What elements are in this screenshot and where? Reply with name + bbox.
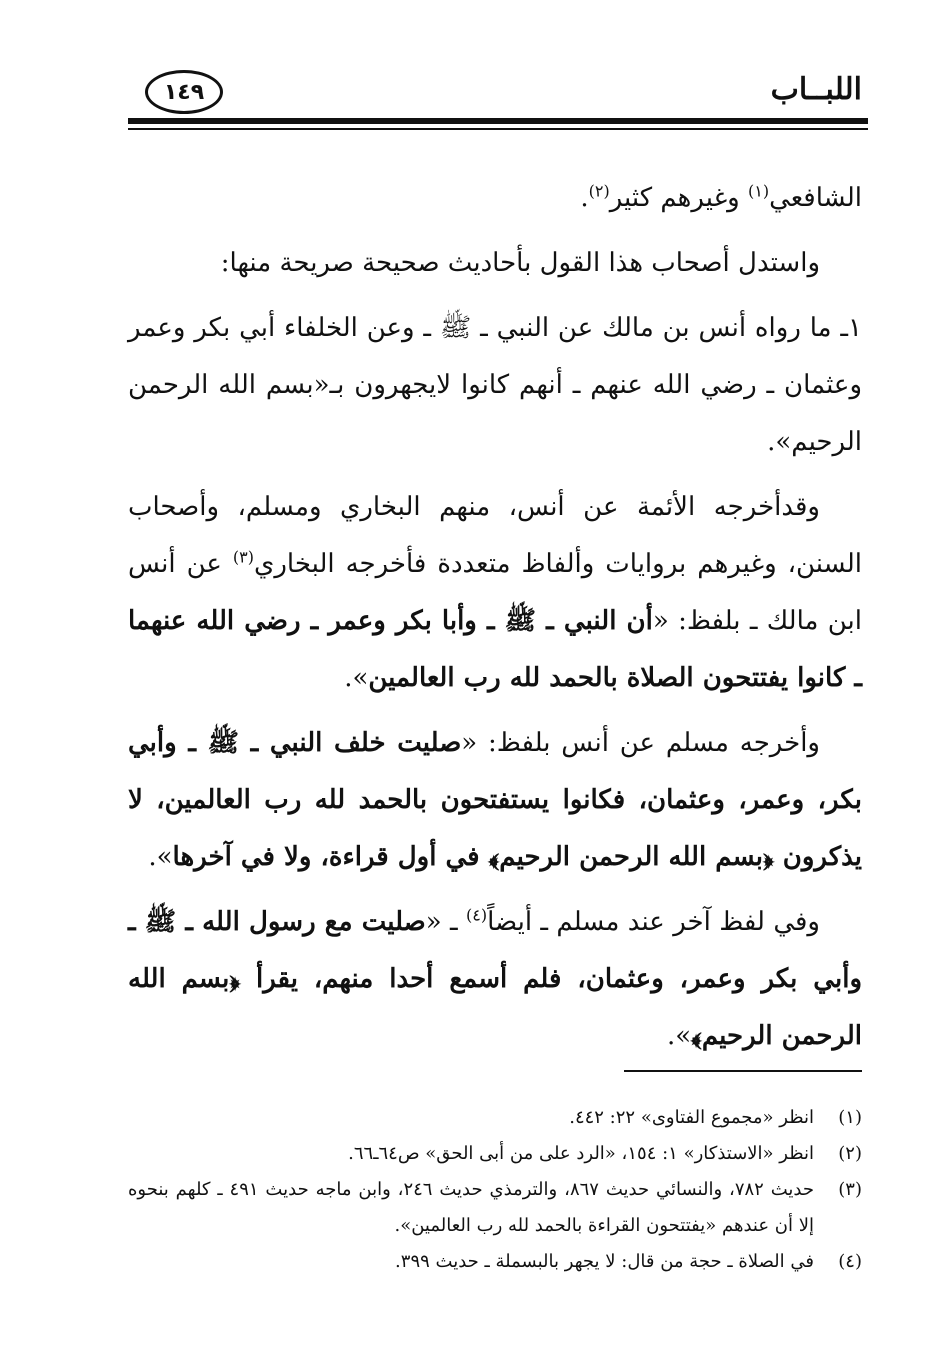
footnote-marker: (٤) <box>466 905 488 925</box>
text-segment: ١ـ ما رواه أنس بن مالك عن النبي ـ ﷺ ـ وعن الخلفاء أبي بكر وعمر وعثمان ـ رضي الله عنهم ـ أنهم كانوا لايجهرون بـ«بسم الله الرحمن الرحيم». <box>128 313 862 457</box>
footnote-marker: (٣) <box>232 547 254 567</box>
paragraph <box>128 170 862 227</box>
hadith-quote: صليت مع رسول الله ـ ﷺ ـ وأبي بكر وعمر، وعثمان، فلم أسمع أحدا منهم، يقرأ ﴿بسم الله الرحمن الرحيم﴾ <box>128 907 862 1051</box>
body-text <box>128 170 862 1073</box>
footnote-marker: (١) <box>748 181 770 201</box>
text-segment: وقدأخرجه الأئمة عن أنس، منهم البخاري ومسلم، وأصحاب السنن، وغيرهم بروايات وألفاظ متعددة فأخرجه البخاري <box>128 492 862 579</box>
text-segment: واستدل أصحاب هذا القول بأحاديث صحيحة صريحة منها: <box>220 248 820 278</box>
footnote-number: (٤) <box>838 1251 862 1272</box>
header-rule <box>128 118 868 124</box>
text-segment: وفي لفظ آخر عند مسلم ـ أيضاً <box>487 907 820 937</box>
footnote-text: حديث ٧٨٢، والنسائي حديث ٨٦٧، والترمذي حديث ٢٤٦، وابن ماجه حديث ٤٩١ ـ كلهم بنحوه إلا أن عندهم «يفتتحون القراءة بالحمد لله رب العالمين». <box>128 1179 815 1236</box>
paragraph <box>128 300 862 471</box>
text-segment: ». <box>666 1021 692 1051</box>
footnote-separator <box>624 1070 862 1072</box>
footnote-item <box>128 1244 862 1280</box>
footnote-text: انظر «مجموع الفتاوى» ٢٢: ٤٤٢. <box>569 1107 814 1128</box>
text-segment: ». <box>344 663 369 693</box>
footnotes <box>128 1100 862 1280</box>
footnote-number: (٣) <box>838 1179 862 1200</box>
text-segment: عن أنس ابن مالك ـ بلفظ: « <box>128 549 863 636</box>
footnote-item <box>128 1172 862 1244</box>
hadith-quote: أن النبي ـ ﷺ ـ وأبا بكر وعمر ـ رضي الله عنهما ـ كانوا يفتتحون الصلاة بالحمد لله رب العالمين <box>128 606 862 693</box>
footnote-item <box>128 1100 862 1136</box>
text-segment: وأخرجه مسلم عن أنس بلفظ: « <box>461 728 820 758</box>
footnote-number: (١) <box>838 1107 862 1128</box>
footnote-marker: (٢) <box>588 181 610 201</box>
text-segment: . <box>580 183 589 213</box>
page-number <box>145 70 223 114</box>
paragraph <box>128 479 862 707</box>
page-number-label: ١٤٩ <box>163 79 205 105</box>
footnote-item <box>128 1136 862 1172</box>
text-segment: ـ « <box>425 907 467 937</box>
paragraph <box>128 894 862 1065</box>
hadith-quote: صليت خلف النبي ـ ﷺ ـ وأبي بكر، وعمر، وعثمان، فكانوا يستفتحون بالحمد لله رب العالمين، لا يذكرون ﴿بسم الله الرحمن الرحيم﴾ في أول قراءة، ولا في آخرها <box>128 728 862 872</box>
footnote-number: (٢) <box>838 1143 862 1164</box>
footnote-text: في الصلاة ـ حجة من قال: لا يجهر بالبسملة ـ حديث ٣٩٩. <box>395 1251 814 1272</box>
paragraph <box>128 235 862 292</box>
text-segment: ». <box>148 842 173 872</box>
footnote-text: انظر «الاستذكار» ١: ١٥٤، «الرد على من أبى الحق» ص٦٤ـ٦٦. <box>348 1143 814 1164</box>
paragraph <box>128 715 862 886</box>
running-title: اللبــاب <box>770 72 862 107</box>
text-segment: الشافعي <box>769 183 862 213</box>
text-segment: وغيرهم كثير <box>609 183 748 213</box>
